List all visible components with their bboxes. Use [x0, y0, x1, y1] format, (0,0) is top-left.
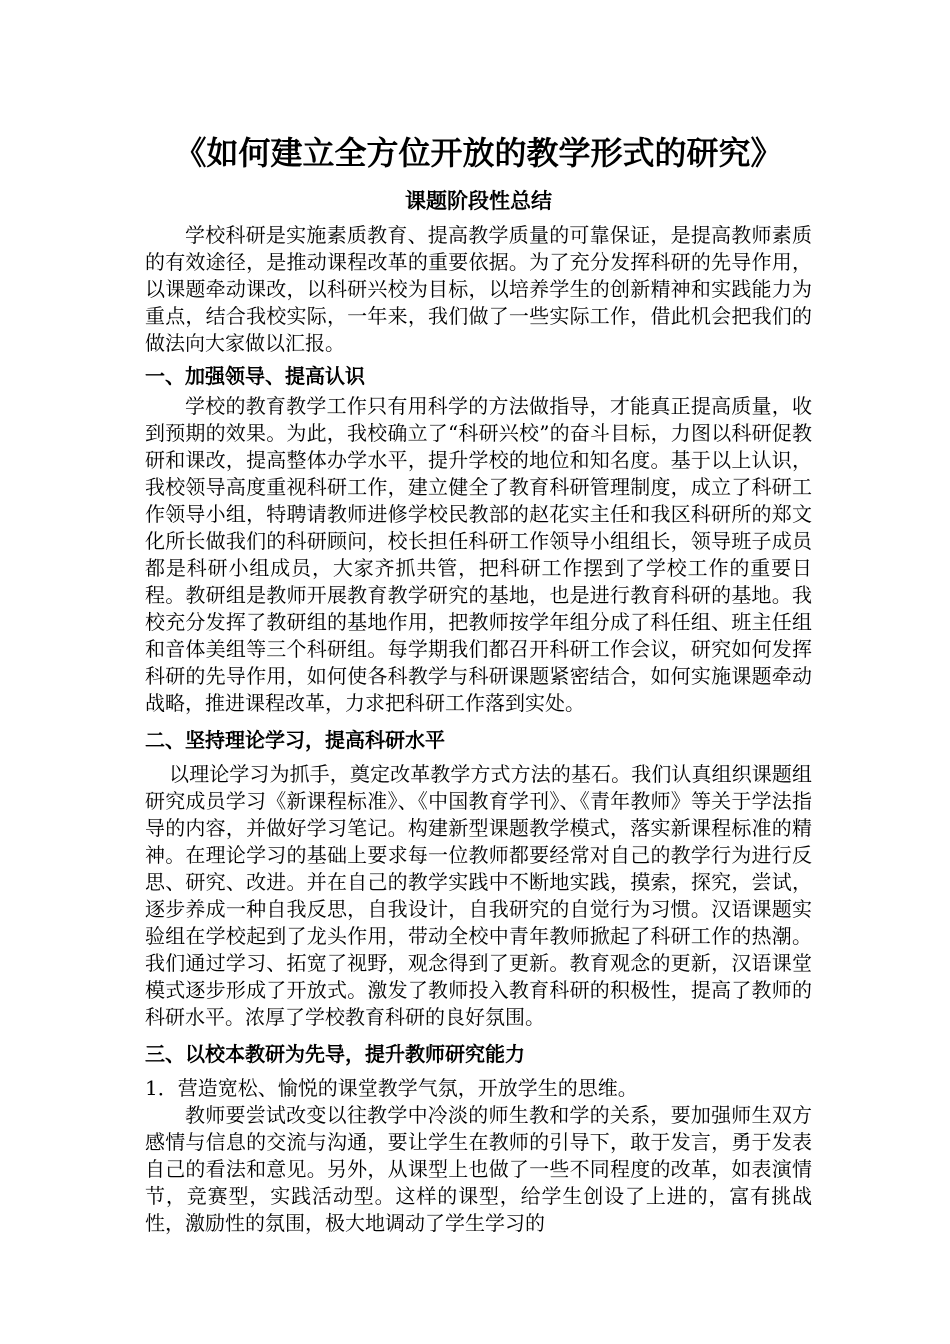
- section3-heading: 三、以校本教研为先导，提升教师研究能力: [145, 1042, 525, 1066]
- section2-paragraph: 以理论学习为抓手，奠定改革教学方式方法的基石。我们认真组织课题组研究成员学习《新课程标准》、《中国教育学刊》、《青年教师》等关于学法指导的内容，并做好学习笔记。构建新型课题教学模式，落实新课程标准的精神。在理论学习的基础上要求每一位教师都要经常对自己的教学行为进行反思、研究、改进。并在自己的教学实践中不断地实践，摸索，探究，尝试，逐步养成一种自我反思，自我设计，自我研究的自觉行为习惯。汉语课题实验组在学校起到了龙头作用，带动全校中青年教师掀起了科研工作的热潮。我们通过学习、拓宽了视野，观念得到了更新。教育观念的更新，汉语课堂模式逐步形成了开放式。激发了教师投入教育科研的积极性，提高了教师的科研水平。浓厚了学校教育科研的良好氛围。: [145, 762, 812, 1029]
- section3-item1-paragraph: 教师要尝试改变以往教学中冷淡的师生教和学的关系，要加强师生双方感情与信息的交流与沟通，要让学生在教师的引导下，敢于发言，勇于发表自己的看法和意见。另外，从课型上也做了一些不同程度的改革，如表演情节，竞赛型，实践活动型。这样的课型，给学生创设了上进的，富有挑战性，激励性的氛围，极大地调动了学生学习的: [145, 1103, 812, 1235]
- document-subtitle: 课题阶段性总结: [405, 188, 552, 213]
- section3-item1-title: 1．营造宽松、愉悦的课堂教学气氛，开放学生的思维。: [145, 1076, 638, 1100]
- intro-paragraph: 学校科研是实施素质教育、提高教学质量的可靠保证，是提高教师素质的有效途径，是推动课程改革的重要依据。为了充分发挥科研的先导作用，以课题牵动课改，以科研兴校为目标，以培养学生的创新精神和实践能力为重点，结合我校实际，一年来，我们做了一些实际工作，借此机会把我们的做法向大家做以汇报。: [145, 223, 812, 355]
- section2-heading: 二、坚持理论学习，提高科研水平: [145, 728, 445, 752]
- section1-heading: 一、加强领导、提高认识: [145, 364, 365, 388]
- document-title: 《如何建立全方位开放的教学形式的研究》: [174, 134, 783, 172]
- section1-paragraph: 学校的教育教学工作只有用科学的方法做指导，才能真正提高质量，收到预期的效果。为此，我校确立了“科研兴校”的奋斗目标，力图以科研促教研和课改，提高整体办学水平，提升学校的地位和知名度。基于以上认识，我校领导高度重视科研工作，建立健全了教育科研管理制度，成立了科研工作领导小组，特聘请教师进修学校民教部的赵花实主任和我区科研所的郑文化所长做我们的科研顾问，校长担任科研工作领导小组组长，领导班子成员都是科研小组成员，大家齐抓共管，把科研工作摆到了学校工作的重要日程。教研组是教师开展教育教学研究的基地，也是进行教育科研的基地。我校充分发挥了教研组的基地作用，把教师按学年组分成了科任组、班主任组和音体美组等三个科研组。每学期我们都召开科研工作会议，研究如何发挥科研的先导作用，如何使各科教学与科研课题紧密结合，如何实施课题牵动战略，推进课程改革，力求把科研工作落到实处。: [145, 394, 812, 715]
